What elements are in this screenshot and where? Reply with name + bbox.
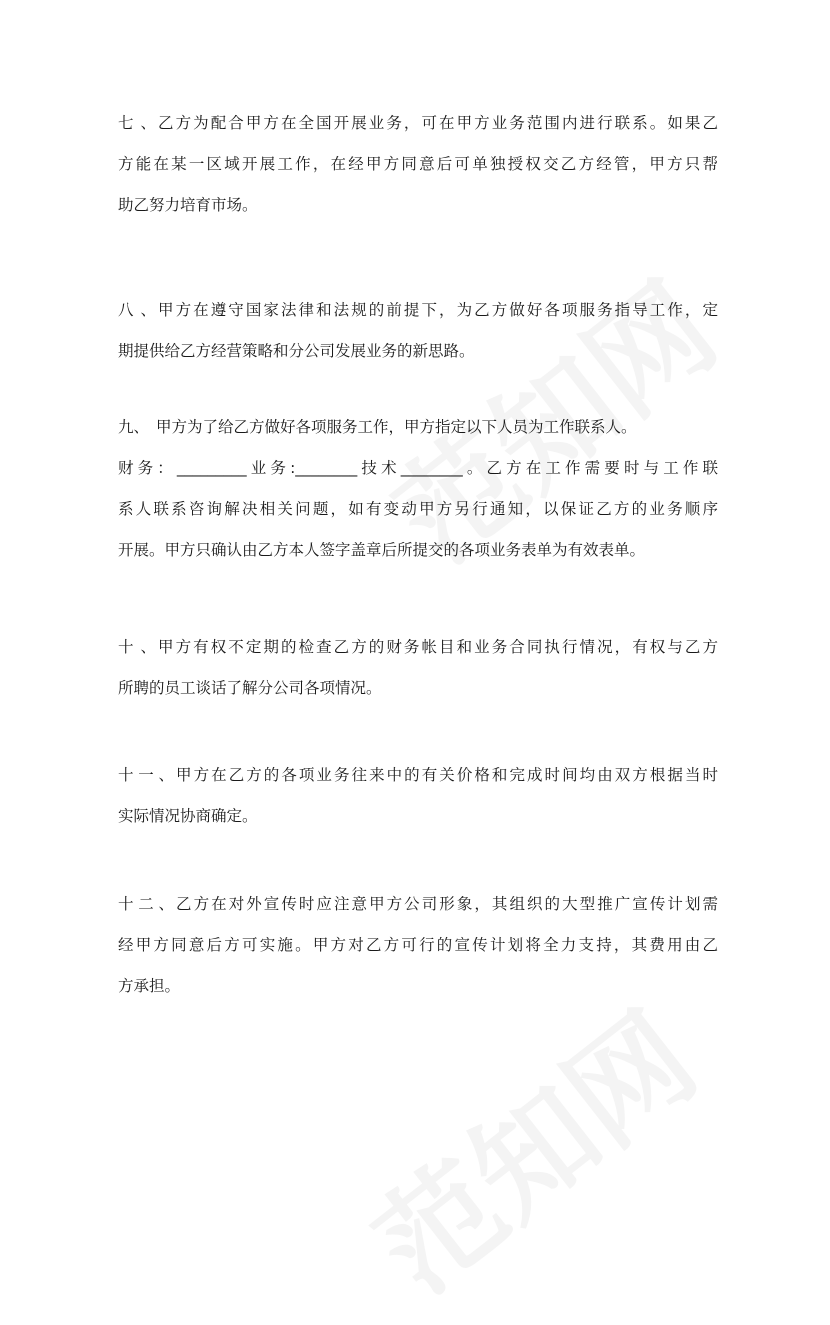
clause-9-line-4: 开展。甲方只确认由乙方本人签字盖章后所提交的各项业务表单为有效表单。 [118, 541, 646, 559]
clause-10-number: 十、 [118, 638, 156, 656]
watermark-bottom [335, 967, 725, 1324]
clause-12-line-2: 经甲方同意后方可实施。甲方对乙方可行的宣传计划将全力支持，其费用由乙 [118, 936, 718, 954]
clause-8-number: 八、 [118, 301, 156, 319]
clause-9-line-3: 系人联系咨询解决相关问题，如有变动甲方另行通知，以保证乙方的业务顺序 [118, 500, 718, 518]
clause-12-number: 十二、 [118, 895, 174, 913]
clause-11-line-1 [118, 755, 718, 796]
clause-9-line-2: 财务：_________业务:________技术________。乙方在工作需要时与工作联 [118, 459, 718, 477]
clause-7-number: 七、 [118, 114, 156, 132]
clause-7-line-3: 助乙努力培育市场。 [118, 196, 258, 214]
clause-10 [118, 627, 718, 709]
clause-8-line-2: 期提供给乙方经营策略和分公司发展业务的新思路。 [118, 342, 475, 360]
clause-11-text-1: 甲方在乙方的各项业务往来中的有关价格和完成时间均由双方根据当时 [174, 766, 718, 784]
clause-9-number: 九、 [118, 418, 150, 436]
clause-11-number: 十一、 [118, 766, 174, 784]
clause-7 [118, 103, 718, 226]
clause-12 [118, 884, 718, 1007]
clause-12-line-3: 方承担。 [118, 977, 181, 995]
clause-9-line-1 [118, 407, 718, 448]
clause-10-line-1 [118, 627, 718, 668]
clause-11 [118, 755, 718, 837]
clause-10-text-1: 甲方有权不定期的检查乙方的财务帐目和业务合同执行情况，有权与乙方 [156, 638, 718, 656]
clause-9-text-1: 甲方为了给乙方做好各项服务工作，甲方指定以下人员为工作联系人。 [156, 418, 637, 436]
clause-12-line-1 [118, 884, 718, 925]
clause-8-line-1 [118, 290, 718, 331]
clause-9 [118, 407, 718, 571]
clause-8-text-1: 甲方在遵守国家法律和法规的前提下，为乙方做好各项服务指导工作，定 [156, 301, 718, 319]
clause-7-text-1: 乙方为配合甲方在全国开展业务，可在甲方业务范围内进行联系。如果乙 [156, 114, 718, 132]
clause-12-text-1: 乙方在对外宣传时应注意甲方公司形象，其组织的大型推广宣传计划需 [174, 895, 718, 913]
clause-8 [118, 290, 718, 372]
clause-7-line-2: 方能在某一区域开展工作，在经甲方同意后可单独授权交乙方经管，甲方只帮 [118, 155, 718, 173]
clause-11-line-2: 实际情况协商确定。 [118, 807, 258, 825]
clause-10-line-2: 所聘的员工谈话了解分公司各项情况。 [118, 679, 382, 697]
clause-7-line-1 [118, 103, 718, 144]
